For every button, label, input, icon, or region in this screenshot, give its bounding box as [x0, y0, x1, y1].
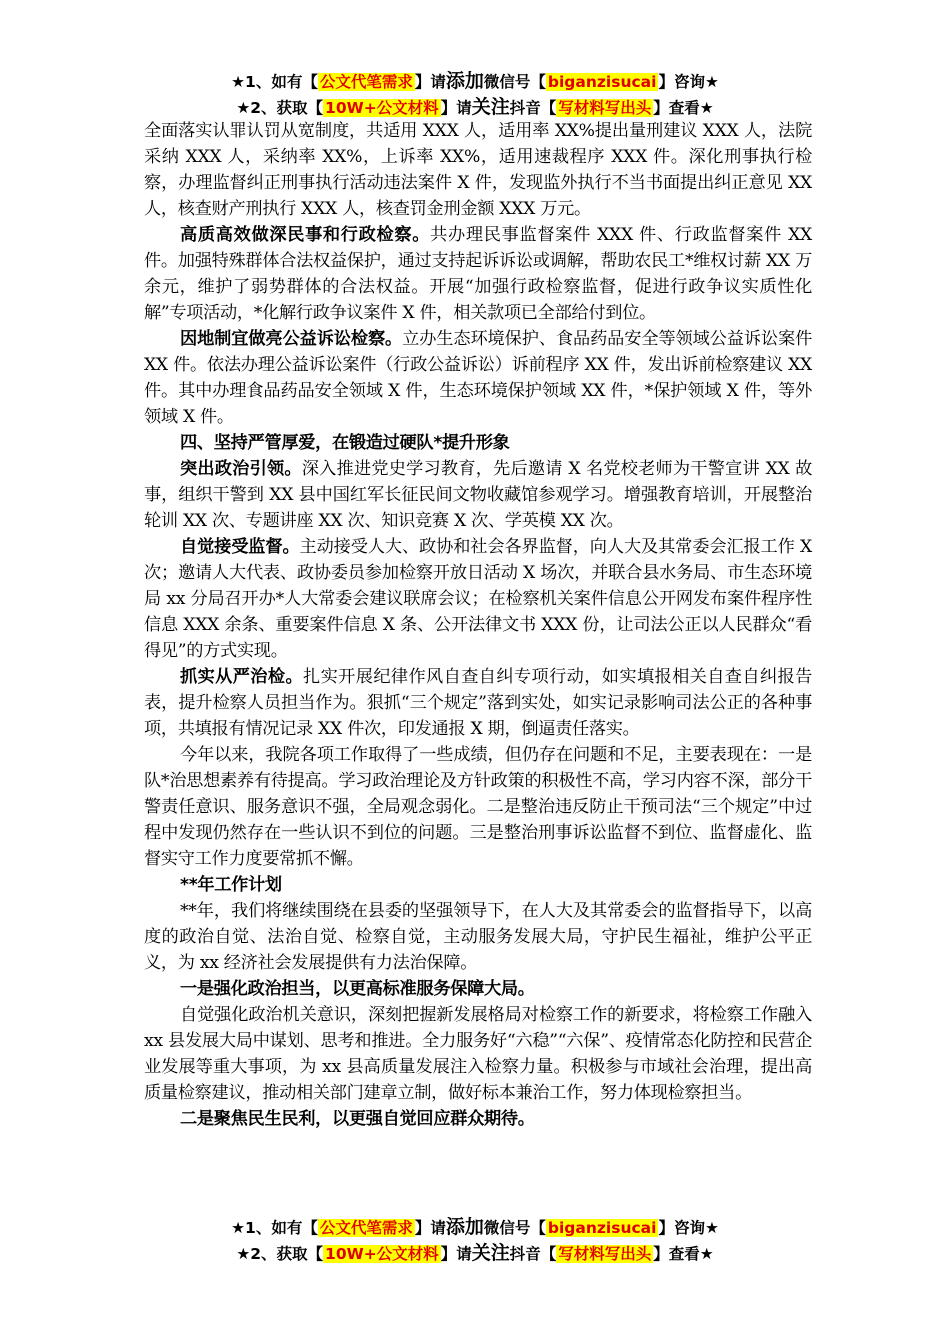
banner-highlight: biganzisucai	[547, 73, 657, 91]
document-body	[144, 118, 812, 1132]
banner-text: 】咨询★	[658, 73, 719, 91]
banner-emphasis: 添加	[445, 1216, 484, 1238]
paragraph	[144, 664, 812, 742]
section-heading: **年工作计划	[180, 875, 282, 895]
banner-line-1	[140, 1214, 810, 1240]
paragraph-lead: 突出政治引领。	[180, 459, 302, 479]
banner-highlight: 公文代笔需求	[319, 73, 413, 91]
banner-emphasis: 关注	[471, 1242, 510, 1264]
paragraph-lead: 抓实从严治检。	[180, 667, 304, 687]
paragraph: **年，我们将继续围绕在县委的坚强领导下，在人大及其常委会的监督指导下，以高度的政治自觉、法治自觉、检察自觉，主动服务发展大局，守护民生福祉，维护公平正义，为 xx 经济社会发展提供有力法治保障。	[144, 901, 812, 973]
banner-text: 】请	[440, 1245, 472, 1263]
paragraph-text: 立办生态环境保护、食品药品安全等领域公益诉讼案件 XX 件。依法办理公益诉讼案件（行政公益诉讼）诉前程序 XX 件，发出诉前检察建议 XX 件。其中办理食品药品安全领域 X 件，生态环境保护领域 XX 件，*保护领域 X 件，等外领域 X 件。	[144, 329, 812, 427]
bottom-banner	[140, 1214, 810, 1266]
section-heading: 四、坚持严管厚爱，在锻造过硬队*提升形象	[180, 433, 510, 453]
banner-text: 微信号【	[483, 73, 546, 91]
paragraph	[144, 534, 812, 664]
banner-text: 】咨询★	[658, 1219, 719, 1237]
banner-emphasis: 关注	[471, 96, 510, 118]
section-heading: 一是强化政治担当，以更高标准服务保障大局。	[180, 979, 535, 999]
paragraph-text: 深入推进党史学习教育，先后邀请 X 名党校老师为干警宣讲 XX 故事，组织干警到 XX 县中国红军长征民间文物收藏馆参观学习。增强教育培训，开展整治轮训 XX 次、专题讲座 XX 次、知识竞赛 X 次、学英模 XX 次。	[144, 459, 812, 531]
banner-highlight: 公文代笔需求	[319, 1219, 413, 1237]
banner-line-2	[140, 1240, 810, 1266]
paragraph: 自觉强化政治机关意识，深刻把握新发展格局对检察工作的新要求，将检察工作融入 xx 县发展大局中谋划、思考和推进。全力服务好“六稳”“六保”、疫情常态化防控和民营企业发展等重大事项，为 xx 县高质量发展注入检察力量。积极参与市域社会治理，提出高质量检察建议，推动相关部门建章立制，做好标本兼治工作，努力体现检察担当。	[144, 1005, 812, 1103]
banner-highlight: 写材料写出头	[558, 1245, 652, 1263]
banner-highlight: biganzisucai	[547, 1219, 657, 1237]
banner-text: 抖音【	[509, 1245, 557, 1263]
banner-text: 】请	[414, 73, 446, 91]
banner-text: ★2、获取【	[236, 1245, 324, 1263]
section-heading: 二是聚焦民生民利，以更强自觉回应群众期待。	[180, 1109, 535, 1129]
paragraph-text: 共办理民事监督案件 XXX 件、行政监督案件 XX 件。加强特殊群体合法权益保护，通过支持起诉诉讼或调解，帮助农民工*维权讨薪 XX 万余元，维护了弱势群体的合法权益。开展“加强行政检察监督，促进行政争议实质性化解”专项活动，*化解行政争议案件 X 件，相关款项已全部给付到位。	[144, 225, 812, 323]
banner-text: 】请	[440, 99, 472, 117]
banner-text: 】请	[414, 1219, 446, 1237]
paragraph	[144, 222, 812, 326]
banner-highlight: 10W+公文材料	[325, 99, 439, 117]
banner-text: ★1、如有【	[231, 73, 318, 91]
banner-highlight: 写材料写出头	[558, 99, 652, 117]
banner-text: 抖音【	[509, 99, 557, 117]
banner-text: 】查看★	[653, 99, 714, 117]
paragraph-text: 扎实开展纪律作风自查自纠专项行动，如实填报相关自查自纠报告表，提升检察人员担当作为。狠抓“三个规定”落到实处，如实记录影响司法公正的各种事项，共填报有情况记录 XX 件次，印发通报 X 期，倒逼责任落实。	[144, 667, 812, 739]
paragraph	[144, 326, 812, 430]
paragraph	[144, 456, 812, 534]
top-banner	[140, 68, 810, 120]
banner-text: 微信号【	[483, 1219, 546, 1237]
banner-emphasis: 添加	[445, 70, 484, 92]
paragraph: 全面落实认罪认罚从宽制度，共适用 XXX 人，适用率 XX%提出量刑建议 XXX 人，法院采纳 XXX 人，采纳率 XX%，上诉率 XX%，适用速裁程序 XXX 件。深化刑事执行检察，办理监督纠正刑事执行活动违法案件 X 件，发现监外执行不当书面提出纠正意见 XX 人，核查财产刑执行 XXX 人，核查罚金刑金额 XXX 万元。	[144, 121, 812, 219]
banner-text: 】查看★	[653, 1245, 714, 1263]
banner-highlight: 10W+公文材料	[325, 1245, 439, 1263]
banner-text: ★1、如有【	[231, 1219, 318, 1237]
paragraph-lead: 高质高效做深民事和行政检察。	[180, 225, 431, 245]
paragraph-text: 主动接受人大、政协和社会各界监督，向人大及其常委会汇报工作 X 次；邀请人大代表、政协委员参加检察开放日活动 X 场次，并联合县水务局、市生态环境局 xx 分局召开办*人大常委会建议联席会议；在检察机关案件信息公开网发布案件程序性信息 XXX 余条、重要案件信息 X 条、公开法律文书 XXX 份，让司法公正以人民群众“看得见”的方式实现。	[144, 537, 812, 661]
paragraph-lead: 因地制宜做亮公益诉讼检察。	[180, 329, 403, 349]
banner-line-2	[140, 94, 810, 120]
paragraph: 今年以来，我院各项工作取得了一些成绩，但仍存在问题和不足，主要表现在：一是队*治思想素养有待提高。学习政治理论及方针政策的积极性不高，学习内容不深，部分干警责任意识、服务意识不强，全局观念弱化。二是整治违反防止干预司法“三个规定”中过程中发现仍然存在一些认识不到位的问题。三是整治刑事诉讼监督不到位、监督虚化、监督实守工作力度要常抓不懈。	[144, 745, 812, 869]
paragraph-lead: 自觉接受监督。	[180, 537, 300, 557]
banner-line-1	[140, 68, 810, 94]
banner-text: ★2、获取【	[236, 99, 324, 117]
